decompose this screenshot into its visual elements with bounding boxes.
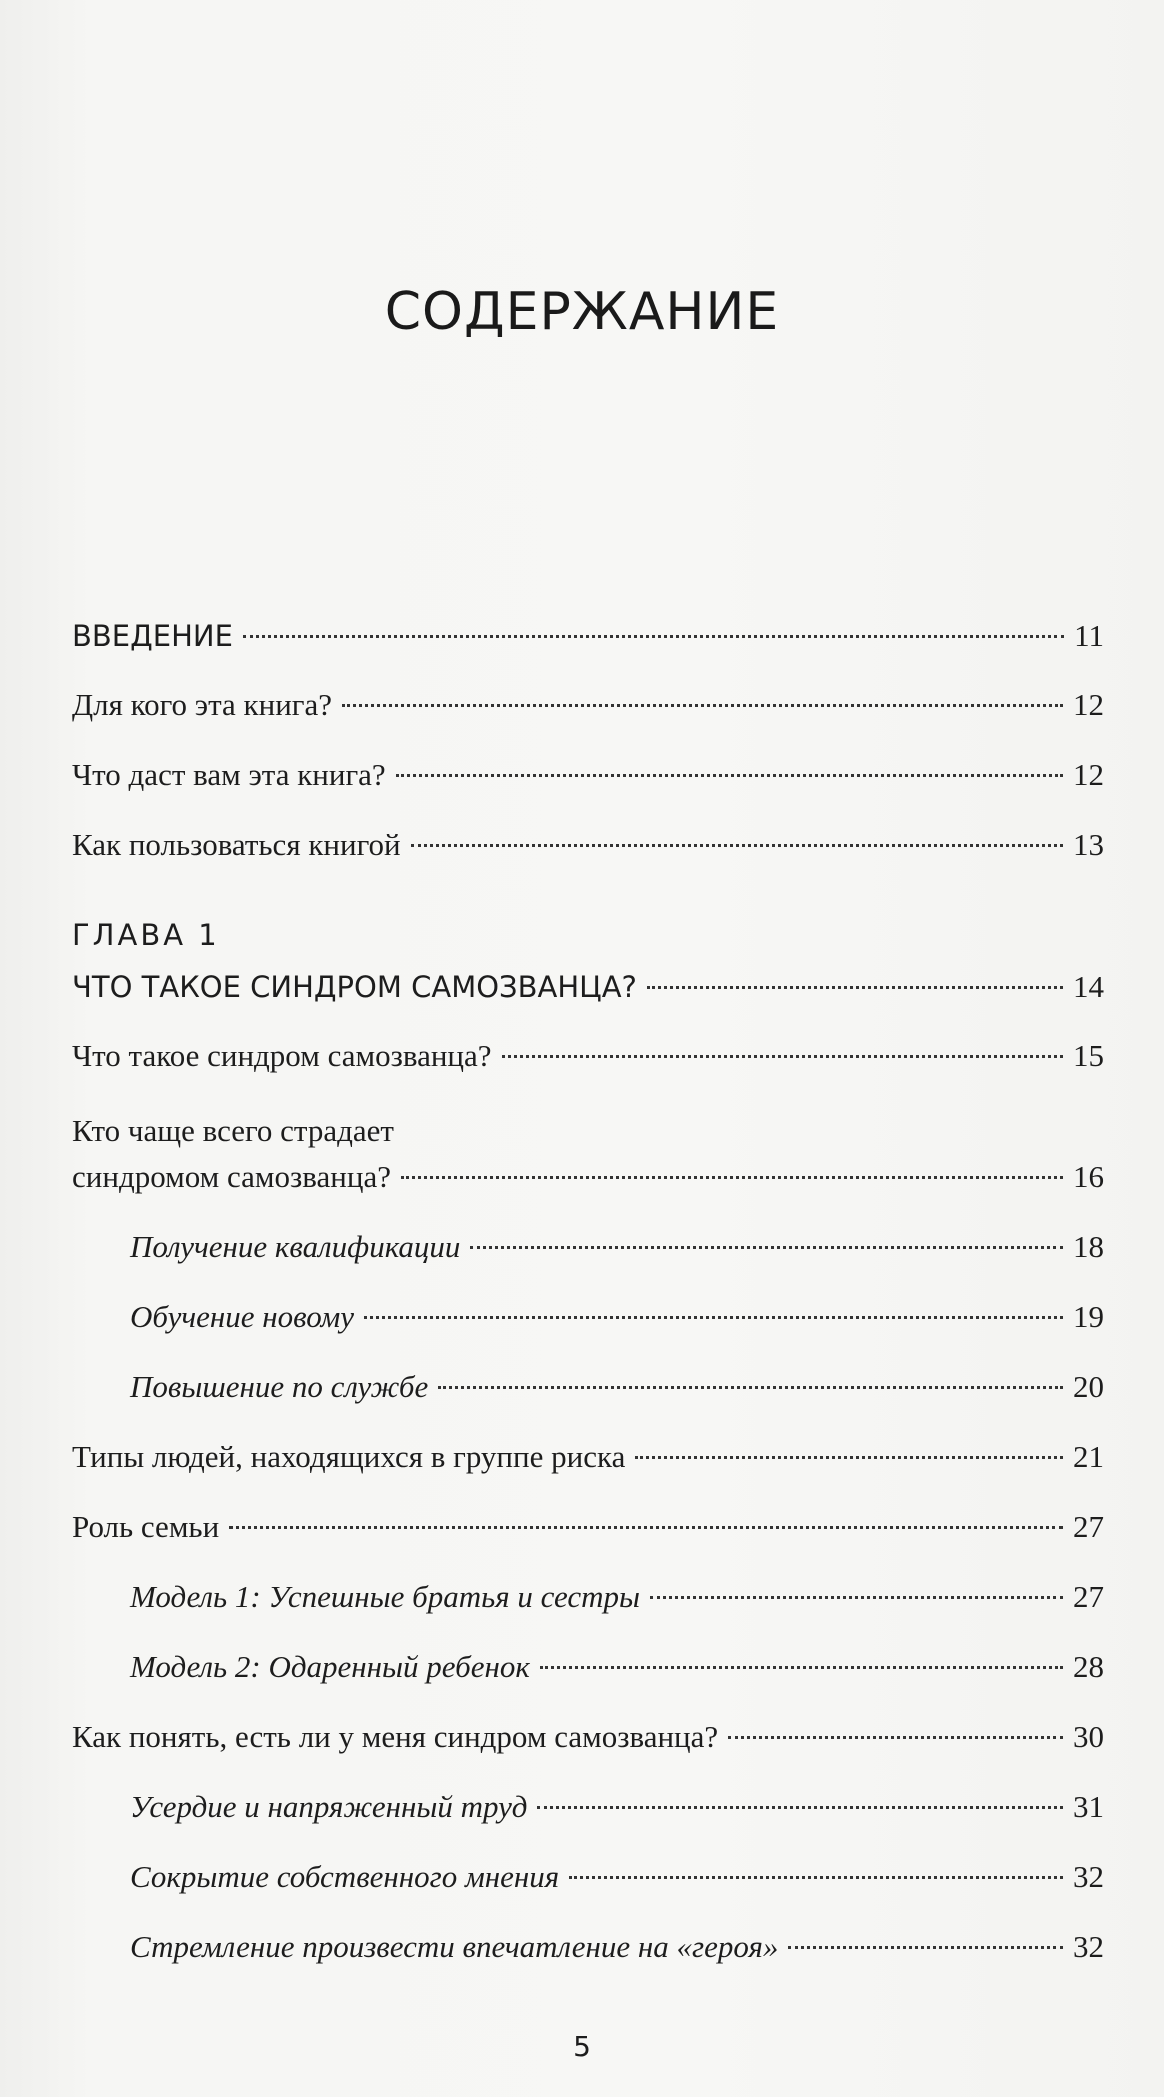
leader-dots xyxy=(438,1386,1063,1389)
leader-dots xyxy=(635,1456,1063,1459)
toc-entry-page: 21 xyxy=(1073,1439,1104,1474)
toc-entry[interactable] xyxy=(72,685,1104,725)
leader-dots xyxy=(569,1876,1063,1879)
toc-subentry[interactable] xyxy=(72,1577,1104,1617)
toc-entry-label: Обучение новому xyxy=(130,1299,355,1334)
toc-entry[interactable] xyxy=(72,1157,1104,1197)
leader-dots xyxy=(470,1246,1063,1249)
toc-entry-label: Как пользоваться книгой xyxy=(72,827,401,862)
leader-dots xyxy=(650,1596,1063,1599)
toc-entry-label: синдромом самозванца? xyxy=(72,1159,391,1194)
toc-subentry[interactable] xyxy=(72,1227,1104,1267)
toc-entry-label: Стремление произвести впечатление на «героя» xyxy=(130,1929,779,1964)
leader-dots xyxy=(401,1176,1063,1179)
toc-subentry[interactable] xyxy=(72,1647,1104,1687)
chapter-number: ГЛАВА 1 xyxy=(72,918,220,952)
leader-dots xyxy=(788,1946,1063,1949)
toc-entry[interactable] xyxy=(72,1717,1104,1757)
toc-entry-label: Роль семьи xyxy=(72,1509,220,1544)
leader-dots xyxy=(540,1666,1063,1669)
toc-entry-page: 11 xyxy=(1074,618,1104,653)
toc-entry-label: Сокрытие собственного мнения xyxy=(130,1859,560,1894)
leader-dots xyxy=(728,1736,1063,1739)
toc-entry-label: ВВЕДЕНИЕ xyxy=(72,619,233,653)
toc-entry-page: 18 xyxy=(1073,1229,1104,1264)
toc-entry-page: 30 xyxy=(1073,1719,1104,1754)
toc-entry-label: Для кого эта книга? xyxy=(72,687,333,722)
toc-entry-label: Усердие и напряженный труд xyxy=(130,1789,528,1824)
toc-entry-label: Повышение по службе xyxy=(130,1369,429,1404)
toc-entry-label: Что такое синдром самозванца? xyxy=(72,1038,492,1073)
leader-dots xyxy=(411,844,1063,847)
toc-entry-chapter-1[interactable] xyxy=(72,967,1104,1007)
table-of-contents xyxy=(72,600,1104,1967)
toc-entry[interactable] xyxy=(72,1507,1104,1547)
page-title: СОДЕРЖАНИЕ xyxy=(384,282,780,342)
toc-entry-label: Модель 1: Успешные братья и сестры xyxy=(130,1579,641,1614)
toc-entry[interactable] xyxy=(72,755,1104,795)
leader-dots xyxy=(647,986,1063,989)
toc-entry-page: 31 xyxy=(1073,1789,1104,1824)
toc-entry-page: 12 xyxy=(1073,757,1104,792)
toc-subentry[interactable] xyxy=(72,1857,1104,1897)
toc-entry-page: 14 xyxy=(1073,969,1104,1004)
toc-entry-page: 32 xyxy=(1073,1859,1104,1894)
leader-dots xyxy=(396,774,1063,777)
toc-entry[interactable] xyxy=(72,1437,1104,1477)
leader-dots xyxy=(364,1316,1063,1319)
toc-entry-page: 13 xyxy=(1073,827,1104,862)
toc-entry-label: ЧТО ТАКОЕ СИНДРОМ САМОЗВАНЦА? xyxy=(72,970,637,1004)
toc-entry-introduction[interactable] xyxy=(72,616,1104,656)
toc-entry-page: 19 xyxy=(1073,1299,1104,1334)
leader-dots xyxy=(243,635,1064,638)
toc-entry-label-line1: Кто чаще всего страдает xyxy=(72,1113,394,1148)
toc-entry-page: 15 xyxy=(1073,1038,1104,1073)
leader-dots xyxy=(502,1055,1063,1058)
toc-entry-label: Получение квалификации xyxy=(130,1229,461,1264)
page-number: 5 xyxy=(573,2030,591,2063)
toc-entry-label: Как понять, есть ли у меня синдром самозванца? xyxy=(72,1719,719,1754)
toc-entry[interactable] xyxy=(72,825,1104,865)
toc-subentry[interactable] xyxy=(72,1787,1104,1827)
toc-subentry[interactable] xyxy=(72,1297,1104,1337)
toc-entry-page: 27 xyxy=(1073,1579,1104,1614)
toc-subentry[interactable] xyxy=(72,1367,1104,1407)
toc-entry-page: 12 xyxy=(1073,687,1104,722)
toc-entry-label: Типы людей, находящихся в группе риска xyxy=(72,1439,626,1474)
toc-entry-label: Модель 2: Одаренный ребенок xyxy=(130,1649,530,1684)
leader-dots xyxy=(537,1806,1063,1809)
toc-entry[interactable] xyxy=(72,1036,1104,1076)
leader-dots xyxy=(342,704,1063,707)
toc-entry-page: 28 xyxy=(1073,1649,1104,1684)
toc-subentry[interactable] xyxy=(72,1927,1104,1967)
toc-entry-label: Что даст вам эта книга? xyxy=(72,757,386,792)
toc-entry-page: 16 xyxy=(1073,1159,1104,1194)
toc-entry-page: 32 xyxy=(1073,1929,1104,1964)
toc-entry-page: 20 xyxy=(1073,1369,1104,1404)
leader-dots xyxy=(229,1526,1063,1529)
toc-entry-page: 27 xyxy=(1073,1509,1104,1544)
